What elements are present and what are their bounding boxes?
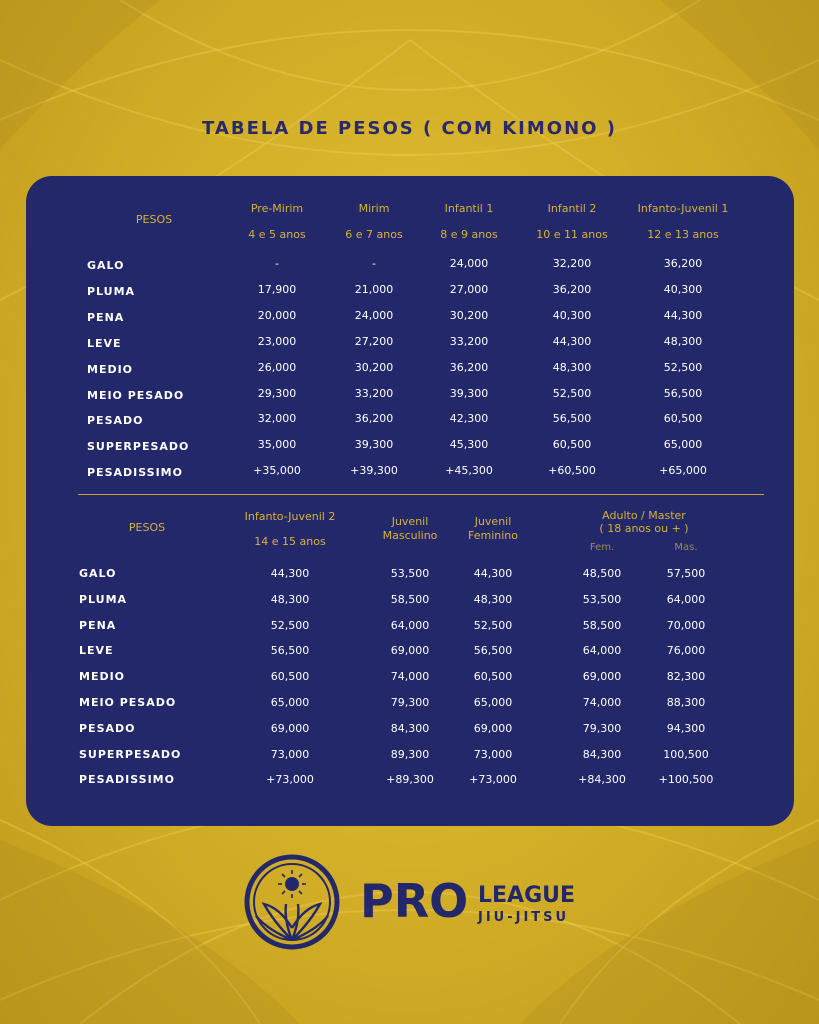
- table1-cell: 56,500: [552, 412, 592, 426]
- table1-col-name: Mirim: [358, 202, 390, 215]
- table2-cell: 84,300: [582, 747, 622, 761]
- table2-cell: 64,000: [390, 618, 430, 632]
- table1-cell: 45,300: [449, 438, 489, 452]
- table1-cell: 40,300: [552, 308, 592, 322]
- table1-cell: 44,300: [552, 334, 592, 348]
- table1-col-name: Infantil 1: [444, 202, 494, 215]
- table1-row-label: PESADISSIMO: [87, 466, 183, 480]
- table1-cell: 24,000: [354, 308, 394, 322]
- table2-cell: 60,500: [270, 670, 310, 684]
- table1-cell: 27,200: [354, 334, 394, 348]
- table2-cell: 48,500: [582, 567, 622, 580]
- table1-cell: 17,900: [257, 282, 297, 296]
- table2-cell: 69,000: [582, 670, 622, 684]
- table2-col-jf-line1: Juvenil: [474, 515, 512, 528]
- table1-cell: 36,200: [354, 412, 394, 426]
- table1-cell: +35,000: [253, 464, 301, 478]
- table1-col-name: Infantil 2: [547, 202, 597, 215]
- table1-cell: 52,500: [663, 360, 703, 374]
- table2-cell: 76,000: [666, 644, 706, 658]
- table1-row-label: PLUMA: [87, 284, 136, 298]
- table2-cell: 44,300: [270, 567, 310, 580]
- table1-cell: 24,000: [449, 257, 489, 270]
- table1-cell: 33,200: [354, 386, 394, 400]
- table1-cell: +65,000: [659, 464, 707, 478]
- brand-logo-emblem: [244, 854, 340, 954]
- table2-cell: +89,300: [386, 773, 434, 787]
- brand-pro: PRO: [360, 874, 469, 928]
- table2-cell: 79,300: [390, 696, 430, 709]
- table2-row-label: LEVE: [79, 644, 114, 658]
- table1-cell: 60,500: [552, 438, 592, 452]
- table1-cell: 21,000: [354, 282, 394, 296]
- table2-cell: 48,300: [270, 592, 310, 606]
- table1-cell: 32,200: [552, 257, 592, 270]
- table2-cell: 58,500: [390, 592, 430, 606]
- table2-col-adult-line1: Adulto / Master: [602, 509, 686, 522]
- table1-cell: 35,000: [257, 438, 297, 452]
- table2-cell: 56,500: [270, 644, 310, 658]
- table2-cell: 74,000: [582, 696, 622, 709]
- table1-cell: 56,500: [663, 386, 703, 400]
- table1-cell: 30,200: [354, 360, 394, 374]
- table1-row-label: MEIO PESADO: [87, 388, 185, 402]
- table1-row-label: MEDIO: [87, 362, 134, 376]
- table1-cell: 42,300: [449, 412, 489, 426]
- table1-cell: 30,200: [449, 308, 489, 322]
- table1-row-label: PESADO: [87, 414, 144, 428]
- table1-row-label: LEVE: [87, 336, 122, 350]
- table2-cell: 69,000: [473, 721, 513, 735]
- table2-cell: 89,300: [390, 747, 430, 761]
- table1-cell: 60,500: [663, 412, 703, 426]
- table2-cell: 57,500: [666, 567, 706, 580]
- table1-cell: 20,000: [257, 308, 297, 322]
- table1-cell: 33,200: [449, 334, 489, 348]
- table-divider: [78, 494, 764, 495]
- table2-col-fem: Fem.: [589, 542, 615, 553]
- table2-cell: 44,300: [473, 567, 513, 580]
- table2-cell: 73,000: [473, 747, 513, 761]
- table2-col-ij2-name: Infanto-Juvenil 2: [244, 510, 336, 523]
- table1-col-age: 6 e 7 anos: [345, 228, 403, 241]
- table2-cell: 65,000: [270, 696, 310, 709]
- table2-cell: +73,000: [266, 773, 314, 787]
- table2-cell: 48,300: [473, 592, 513, 606]
- table2-cell: 82,300: [666, 670, 706, 684]
- table1-cell: 39,300: [449, 386, 489, 400]
- table2-col-jm-line2: Masculino: [382, 529, 438, 542]
- table2-cell: +73,000: [469, 773, 517, 787]
- table1-col-age: 12 e 13 anos: [647, 228, 719, 241]
- table1-cell: 27,000: [449, 282, 489, 296]
- table1-cell: 52,500: [552, 386, 592, 400]
- table2-row-label: SUPERPESADO: [79, 747, 182, 761]
- table2-col-ij2-age: 14 e 15 anos: [254, 535, 326, 548]
- table2-cell: 64,000: [666, 592, 706, 606]
- table2-cell: 79,300: [582, 721, 622, 735]
- table1-cell: 29,300: [257, 386, 297, 400]
- table2-cell: 58,500: [582, 618, 622, 632]
- table2-col-mas: Mas.: [674, 542, 698, 553]
- table2-cell: +100,500: [658, 773, 714, 787]
- table2-pesos-header: PESOS: [128, 521, 166, 534]
- table2-cell: 94,300: [666, 721, 706, 735]
- table1-col-name: Infanto-Juvenil 1: [637, 202, 729, 215]
- table2-cell: 73,000: [270, 747, 310, 761]
- table1-cell: -: [275, 257, 279, 270]
- table1-row-label: GALO: [87, 259, 125, 272]
- table2-row-label: MEIO PESADO: [79, 696, 177, 709]
- table1-cell: +45,300: [445, 464, 493, 478]
- table2-cell: 88,300: [666, 696, 706, 709]
- page-title: TABELA DE PESOS ( COM KIMONO ): [202, 118, 617, 139]
- table1-cell: +60,500: [548, 464, 596, 478]
- table2-col-adult-line2: ( 18 anos ou + ): [599, 522, 689, 535]
- table2-cell: 100,500: [663, 747, 709, 761]
- table1-row-label: SUPERPESADO: [87, 440, 190, 454]
- table1-cell: 48,300: [663, 334, 703, 348]
- table1-cell: 36,200: [449, 360, 489, 374]
- table2-cell: 53,500: [390, 567, 430, 580]
- table1-cell: 44,300: [663, 308, 703, 322]
- table1-cell: 40,300: [663, 282, 703, 296]
- table1-col-name: Pre-Mirim: [250, 202, 304, 215]
- table2-cell: 52,500: [270, 618, 310, 632]
- table1-col-age: 8 e 9 anos: [440, 228, 498, 241]
- table2-row-label: GALO: [79, 567, 117, 580]
- table2-row-label: PESADISSIMO: [79, 773, 175, 787]
- table1-cell: -: [372, 257, 376, 270]
- table1-cell: 36,200: [552, 282, 592, 296]
- table1-pesos-header: PESOS: [135, 213, 173, 226]
- table2-cell: 69,000: [270, 721, 310, 735]
- table1-cell: 32,000: [257, 412, 297, 426]
- table2-cell: 74,000: [390, 670, 430, 684]
- table1-col-age: 10 e 11 anos: [536, 228, 608, 241]
- table1-cell: 39,300: [354, 438, 394, 452]
- table2-col-jm-line1: Juvenil: [391, 515, 429, 528]
- table2-cell: 69,000: [390, 644, 430, 658]
- table2-cell: 56,500: [473, 644, 513, 658]
- table2-cell: +84,300: [578, 773, 626, 787]
- table2-cell: 53,500: [582, 592, 622, 606]
- table1-cell: 26,000: [257, 360, 297, 374]
- table1-row-label: PENA: [87, 310, 125, 324]
- table2-cell: 52,500: [473, 618, 513, 632]
- table2-row-label: PENA: [79, 618, 117, 632]
- table1-col-age: 4 e 5 anos: [248, 228, 306, 241]
- table1-cell: 23,000: [257, 334, 297, 348]
- brand-jiujitsu: JIU-JITSU: [478, 910, 570, 925]
- brand-league: LEAGUE: [478, 883, 576, 908]
- table2-cell: 65,000: [473, 696, 513, 709]
- table2-cell: 64,000: [582, 644, 622, 658]
- table2-cell: 70,000: [666, 618, 706, 632]
- table1-cell: 48,300: [552, 360, 592, 374]
- table1-cell: 65,000: [663, 438, 703, 452]
- table2-row-label: PLUMA: [79, 592, 128, 606]
- table2-row-label: MEDIO: [79, 670, 126, 684]
- lotus-sun-icon: [244, 854, 340, 950]
- table2-cell: 60,500: [473, 670, 513, 684]
- table2-cell: 84,300: [390, 721, 430, 735]
- table2-col-jf-line2: Feminino: [468, 529, 518, 542]
- table1-cell: 36,200: [663, 257, 703, 270]
- table1-cell: +39,300: [350, 464, 398, 478]
- table2-row-label: PESADO: [79, 721, 136, 735]
